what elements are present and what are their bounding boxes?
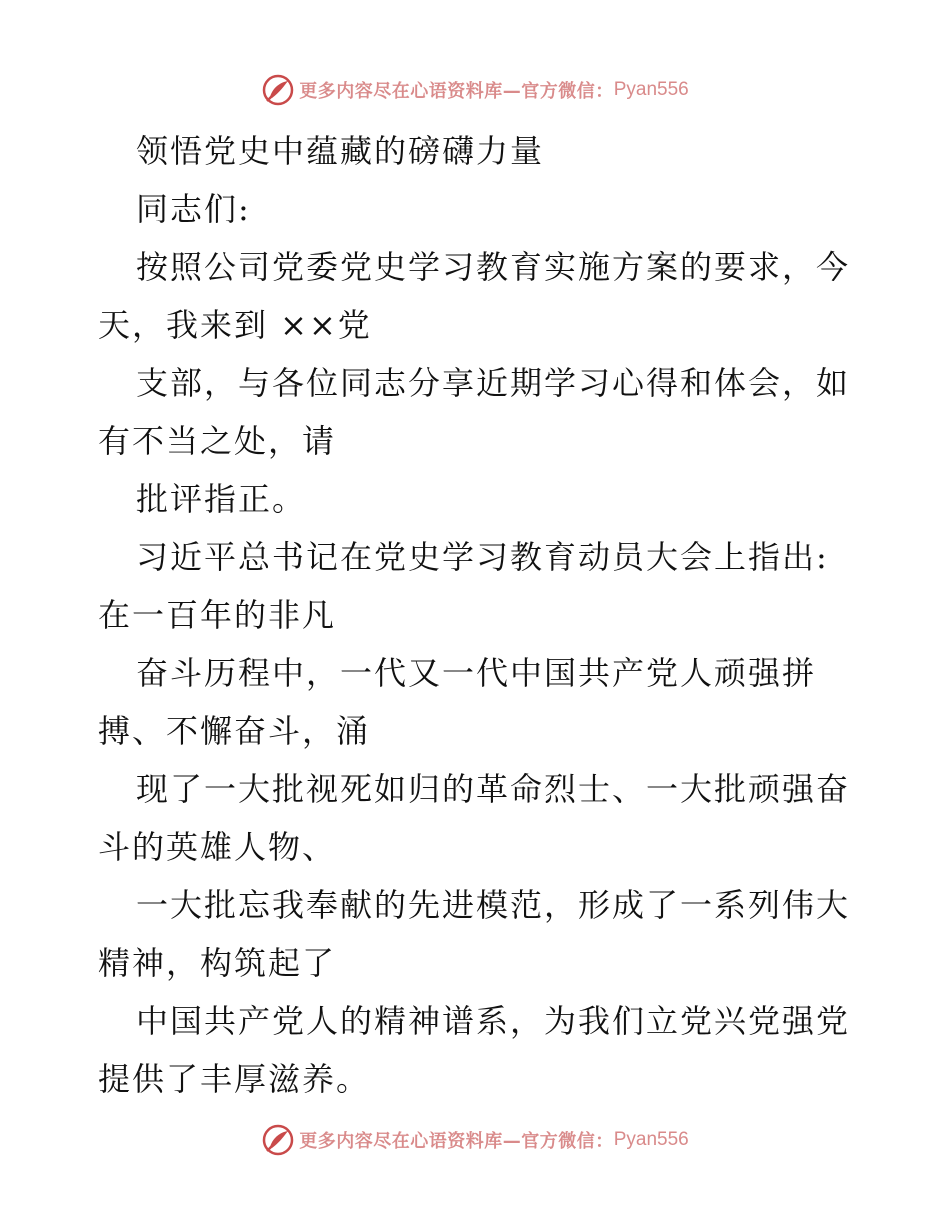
body-line: 斗的英雄人物、 [98,828,337,866]
document-title: 领悟党史中蕴藏的磅礴力量 [136,132,545,170]
flame-pen-logo-icon [261,1123,295,1157]
body-line: 批评指正。 [136,480,307,518]
body-line: 有不当之处，请 [98,422,337,460]
flame-pen-logo-icon [261,73,295,107]
salutation: 同志们: [136,190,251,228]
body-line: 精神，构筑起了 [98,944,337,982]
body-line: 提供了丰厚滋养。 [98,1060,371,1098]
body-line: 支部，与各位同志分享近期学习心得和体会，如 [136,364,851,402]
watermark-wechat-id: Pyan556 [613,1129,689,1150]
watermark-text: 更多内容尽在心语资料库—官方微信： [299,81,614,102]
document-body [98,122,858,1108]
body-line: 在一百年的非凡 [98,596,337,634]
body-line: 习近平总书记在党史学习教育动员大会上指出: [136,538,829,576]
body-line: 搏、不懈奋斗，涌 [98,712,371,750]
body-line: 中国共产党人的精神谱系，为我们立党兴党强党 [136,1002,851,1040]
watermark-text: 更多内容尽在心语资料库—官方微信： [299,1131,614,1152]
watermark-banner-bottom [0,1120,950,1160]
body-line: 奋斗历程中，一代又一代中国共产党人顽强拼 [136,654,817,692]
body-line: 现了一大批视死如归的革命烈士、一大批顽强奋 [136,770,851,808]
body-line: 天，我来到 ××党 [98,306,372,344]
body-line: 按照公司党委党史学习教育实施方案的要求，今 [136,248,851,286]
watermark-wechat-id: Pyan556 [613,79,689,100]
watermark-banner-top [0,70,950,110]
body-line: 一大批忘我奉献的先进模范，形成了一系列伟大 [136,886,851,924]
